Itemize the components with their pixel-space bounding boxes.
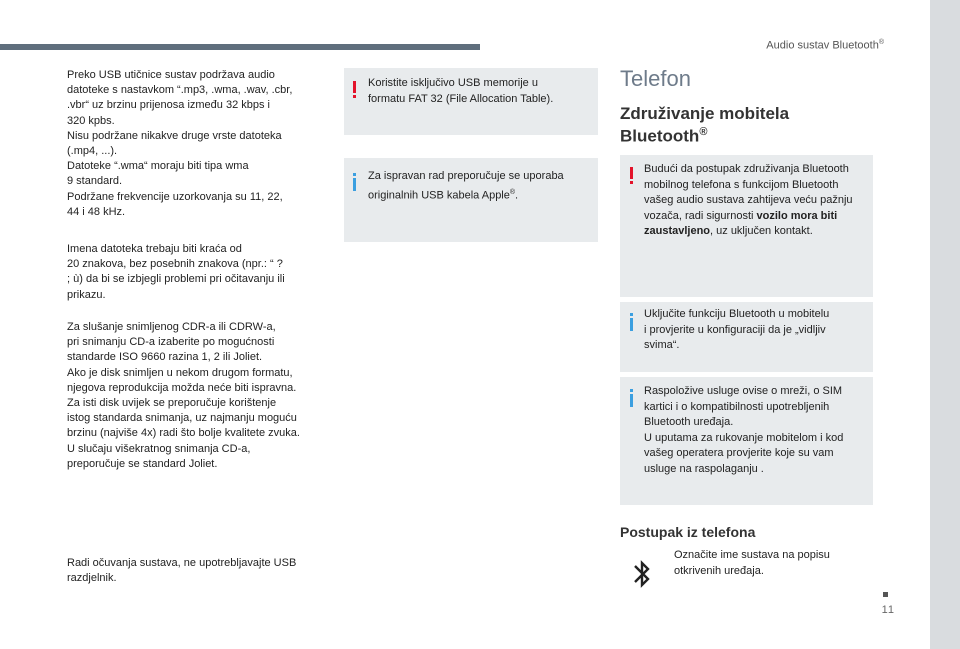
section-title: Telefon bbox=[620, 66, 691, 91]
info-icon bbox=[630, 313, 634, 331]
warning-icon bbox=[353, 81, 357, 99]
warning-box-pairing bbox=[620, 155, 873, 297]
page-marker bbox=[883, 592, 888, 597]
info-box-services bbox=[620, 377, 873, 505]
info-icon bbox=[353, 173, 357, 191]
cd-recording-paragraph: Za slušanje snimljenog CDR-a ili CDRW-a, pri snimanju CD-a izaberite po mogućnosti standarde ISO 9660 razina 1, 2 ili Joliet. Ako je disk snimljen u nekom drugom formatu, njegova reprodukcija možda neće biti ispravna. Za isti disk uvijek se preporučuje korištenje istog standarda snimanja, uz najmanju moguću brzinu (najviše 4x) radi što bolje kvalitete zvuka. U slučaju višekratnog snimanja CD-a, preporučuje se standard Joliet. bbox=[67, 321, 300, 470]
procedure-text: Označite ime sustava na popisu otkrivenih uređaja. bbox=[674, 549, 830, 577]
info-text: Raspoložive usluge ovise o mreži, o SIM kartici i o kompatibilnosti upotrebljenih Bluetooth uređaja. U uputama za rukovanje mobitelom i kod vašeg operatera provjerite koje su vam usluge na raspolaganju . bbox=[644, 385, 844, 475]
info-text: Za ispravan rad preporučuje se uporaba originalnih USB kabela Apple®. bbox=[368, 170, 564, 202]
bluetooth-icon bbox=[632, 557, 652, 591]
header-accent-bar bbox=[0, 44, 480, 50]
chapter-title: Audio sustav Bluetooth® bbox=[766, 39, 884, 52]
info-icon bbox=[630, 389, 634, 407]
page-number: 11 bbox=[881, 604, 895, 616]
usb-hub-paragraph: Radi očuvanja sustava, ne upotrebljavajte USB razdjelnik. bbox=[67, 557, 297, 585]
side-strip bbox=[930, 0, 960, 649]
filename-paragraph: Imena datoteka trebaju biti kraća od 20 znakova, bez posebnih znakova (npr.: “ ? ; ù) da bi se izbjegli problemi pri očitavanju ili prikazu. bbox=[67, 243, 285, 301]
warning-box-fat32 bbox=[344, 68, 598, 135]
warning-text: Budući da postupak združivanja Bluetooth mobilnog telefona s funkcijom Bluetooth vašeg audio sustava zahtijeva veću pažnju vozača, radi sigurnosti vozilo mora biti zaustavljeno, uz uključen kontakt. bbox=[644, 163, 853, 237]
warning-icon bbox=[630, 167, 634, 185]
usb-info-column bbox=[67, 68, 329, 585]
info-text: Uključite funkciju Bluetooth u mobitelu i provjerite u konfiguraciji da je „vidljiv svima“. bbox=[644, 308, 830, 351]
usb-formats-paragraph: Preko USB utičnice sustav podržava audio datoteke s nastavkom “.mp3, .wma, .wav, .cbr, .vbr“ uz brzinu prijenosa između 32 kbps i 320 kpbs. Nisu podržane nikakve druge vrste datoteka (.mp4, ...). Datoteke “.wma“ moraju biti tipa wma 9 standard. Podržane frekvencije uzorkovanja su 11, 22, 44 i 48 kHz. bbox=[67, 69, 293, 218]
procedure-title: Postupak iz telefona bbox=[620, 524, 756, 540]
info-box-visibility bbox=[620, 302, 873, 372]
subtitle: Združivanje mobitela Bluetooth® bbox=[620, 104, 790, 146]
info-box-apple-cable bbox=[344, 158, 598, 242]
warning-text: Koristite isključivo USB memorije u formatu FAT 32 (File Allocation Table). bbox=[368, 77, 554, 105]
